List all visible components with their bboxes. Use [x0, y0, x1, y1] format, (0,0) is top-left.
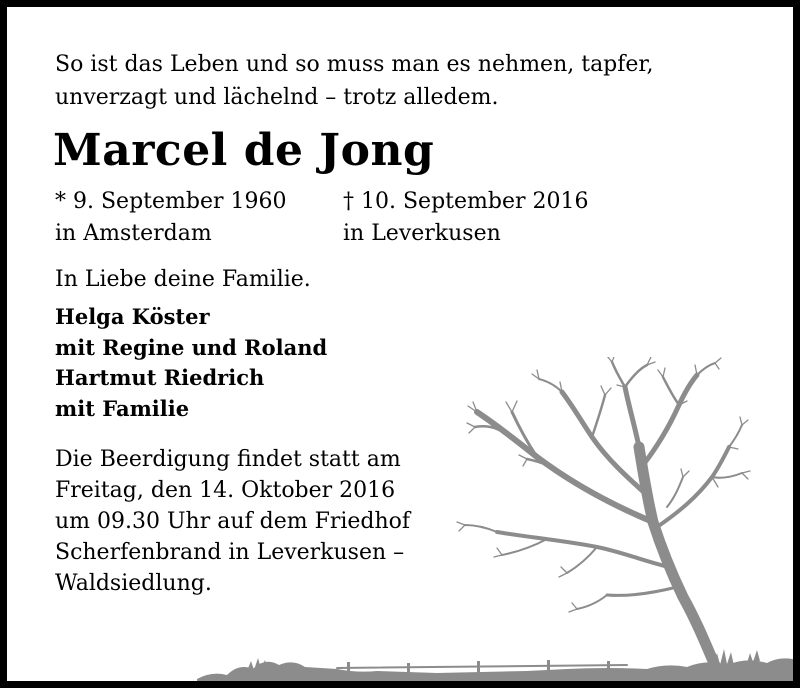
- family-line-1: Helga Köster: [55, 304, 210, 329]
- death-date: † 10. September 2016: [343, 189, 589, 214]
- funeral-line-3: um 09.30 Uhr auf dem Friedhof: [55, 509, 411, 534]
- funeral-line-5: Waldsiedlung.: [55, 571, 212, 596]
- birth-date: * 9. September 1960: [55, 189, 287, 214]
- funeral-line-4: Scherfenbrand in Leverkusen –: [55, 540, 405, 565]
- funeral-line-1: Die Beerdigung findet statt am: [55, 447, 401, 472]
- family-line-4: mit Familie: [55, 396, 190, 421]
- windswept-tree-illustration: [197, 357, 797, 688]
- death-place: in Leverkusen: [343, 221, 501, 246]
- funeral-line-2: Freitag, den 14. Oktober 2016: [55, 478, 396, 503]
- deceased-name: Marcel de Jong: [53, 125, 435, 176]
- quote-line-2: unverzagt und lächelnd – trotz alledem.: [55, 85, 499, 110]
- family-line-2: mit Regine und Roland: [55, 335, 328, 360]
- quote-line-1: So ist das Leben und so muss man es nehmen, tapfer,: [55, 52, 654, 77]
- love-line: In Liebe deine Familie.: [55, 267, 311, 292]
- family-line-3: Hartmut Riedrich: [55, 365, 265, 390]
- birth-place: in Amsterdam: [55, 221, 212, 246]
